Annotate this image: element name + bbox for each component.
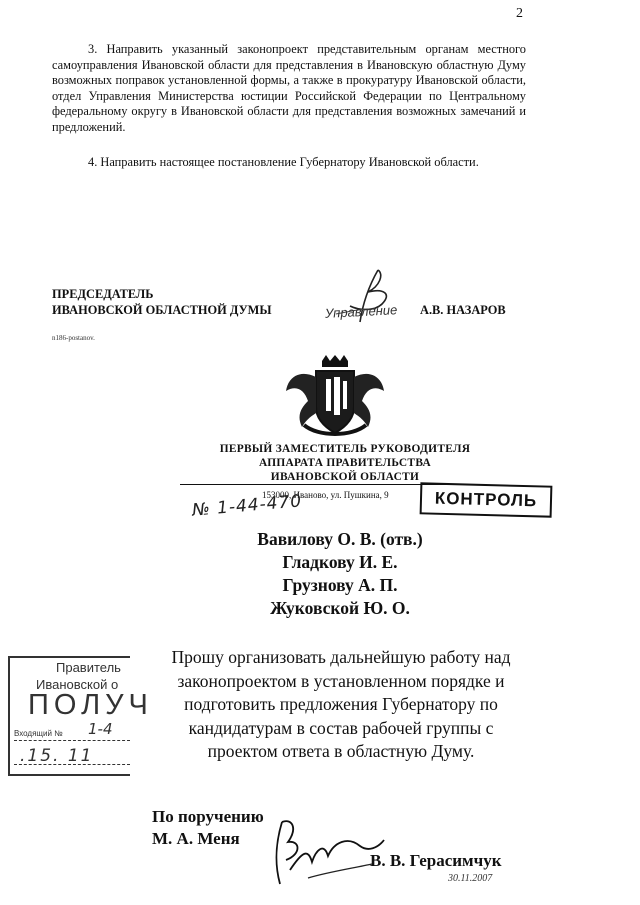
order-on-behalf: По поручению <box>152 807 264 826</box>
addressee-list <box>200 528 480 620</box>
file-id: n186-postanov. <box>52 334 95 342</box>
chairman-title-line1: ПРЕДСЕДАТЕЛЬ <box>52 287 154 301</box>
receipt-stamp-date: .15. 11 <box>20 746 94 766</box>
office-stamp-text: Управление <box>324 302 398 321</box>
receipt-stamp-incoming-label: Входящий № <box>14 729 63 738</box>
letterhead-title <box>190 442 500 484</box>
letterhead-divider <box>180 484 455 485</box>
chairman-title <box>52 286 272 318</box>
resolution-item-3: 3. Направить указанный законопроект представительным органам местного самоуправления Ивановской области для представления в Ивановскую областную Думу возможных поправок установленной формы, а также в прокуратуру Ивановской области, отдел Управления Министерства юстиции Российской Федерации по Центральному федеральному округу в Ивановской области для представления возможных замечаний и предложений. <box>52 42 526 134</box>
addressee-item: Вавилову О. В. (отв.) <box>257 529 423 549</box>
signature-date: 30.11.2007 <box>448 873 493 884</box>
chairman-title-line2: ИВАНОВСКОЙ ОБЛАСТНОЙ ДУМЫ <box>52 303 272 317</box>
handwritten-signature-nazarov <box>318 262 428 332</box>
resolution-item-4: 4. Направить настоящее постановление Губернатору Ивановской области. <box>88 155 479 169</box>
letterhead-line2: АППАРАТА ПРАВИТЕЛЬСТВА <box>258 457 432 469</box>
instruction-text: Прошу организовать дальнейшую работу над законопроектом в установленном порядке и подготовить предложения Губернатору по кандидатурам в состав рабочей группы с проектом ответа в областную Думу. <box>171 647 511 761</box>
receipt-stamp <box>8 656 153 776</box>
receipt-stamp-received: ПОЛУЧ <box>28 689 153 721</box>
receipt-stamp-rule <box>14 740 130 741</box>
control-stamp: КОНТРОЛЬ <box>420 482 553 517</box>
addressee-item: Гладкову И. Е. <box>282 552 398 572</box>
receipt-stamp-line1: Правитель <box>56 660 121 675</box>
receipt-stamp-line2: Ивановской о <box>36 677 119 692</box>
chairman-name: А.В. НАЗАРОВ <box>420 303 506 317</box>
page-number: 2 <box>516 6 523 21</box>
addressee-item: Жуковской Ю. О. <box>270 598 410 618</box>
receipt-stamp-incoming-value: 1-4 <box>88 720 113 738</box>
letterhead-line1: ПЕРВЫЙ ЗАМЕСТИТЕЛЬ РУКОВОДИТЕЛЯ <box>219 443 471 455</box>
letterhead-address: 153000, Иваново, ул. Пушкина, 9 <box>262 490 389 500</box>
letterhead-line3: ИВАНОВСКОЙ ОБЛАСТИ <box>270 471 420 483</box>
incoming-number-handwritten: № 1-44-470 <box>191 491 303 521</box>
coat-of-arms-emblem <box>282 355 388 439</box>
order-principal: М. А. Меня <box>152 829 240 848</box>
addressee-item: Грузнову А. П. <box>282 575 398 595</box>
receipt-stamp-rule <box>14 764 130 765</box>
order-block <box>152 806 264 850</box>
signer-name: В. В. Герасимчук <box>370 851 502 870</box>
